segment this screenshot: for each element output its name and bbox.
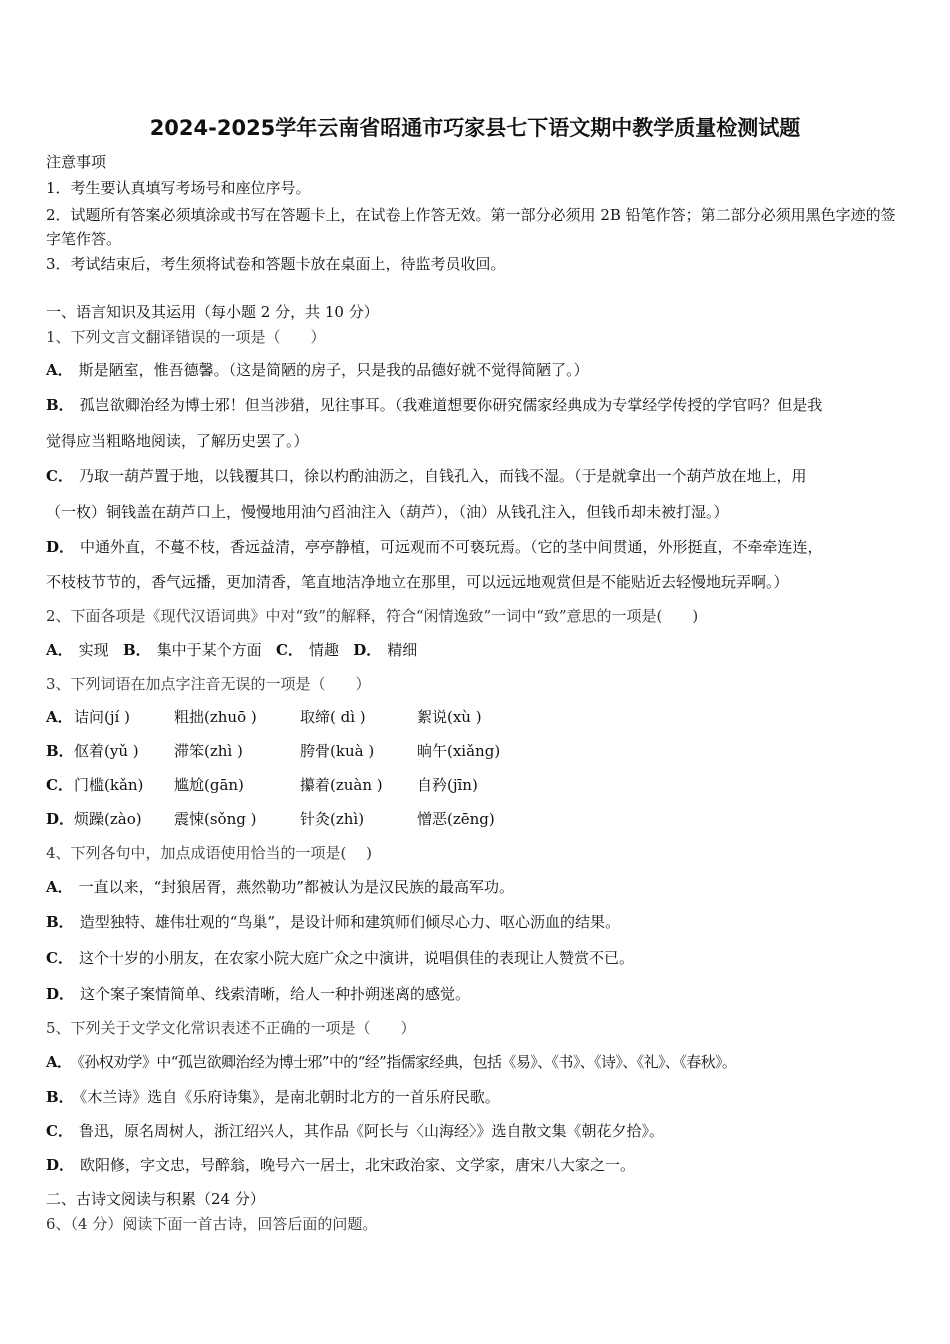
option-text: 乃取一葫芦置于地，以钱覆其口，徐以杓酌油沥之，自钱孔入，而钱不湿。（于是就拿出一个葫芦放在地上，用 (78, 467, 807, 485)
word-item: 震悚(sǒng ) (174, 810, 257, 828)
question-stem: 5、下列关于文学文化常识表述不正确的一项是（ ） (46, 1019, 416, 1037)
question-stem: 3、下列词语在加点字注音无误的一项是（ ） (46, 675, 371, 693)
option-c (46, 1121, 908, 1141)
question-stem: 6、（4 分）阅读下面一首古诗，回答后面的问题。 (46, 1215, 378, 1233)
option-row (46, 640, 908, 660)
word-item: 门槛(kǎn) (74, 776, 144, 794)
option-label: C． (46, 776, 73, 794)
notice-item: 1．考生要认真填写考场号和座位序号。 (46, 179, 311, 197)
option-label: C． (46, 467, 73, 485)
option-label: B． (46, 742, 74, 760)
word-item: 胯骨(kuà ) (300, 742, 375, 760)
question-stem: 1、下列文言文翻译错误的一项是（ ） (46, 328, 326, 346)
option-d (46, 1155, 908, 1175)
option-label: A． (46, 641, 73, 659)
option-c (46, 948, 908, 968)
word-item: 针灸(zhì) (300, 810, 365, 828)
question-stem: 4、下列各句中，加点成语使用恰当的一项是( ) (46, 844, 373, 862)
option-label: B． (46, 913, 74, 931)
word-item: 晌午(xiǎng) (417, 742, 501, 760)
option-d-cont: 不枝枝节节的，香气远播，更加清香，笔直地洁净地立在那里，可以远远地观赏但是不能贴近去轻慢地玩弄啊。） (46, 573, 789, 591)
option-text: 实现 (78, 641, 109, 659)
option-c (46, 466, 908, 486)
notice-item: 3．考试结束后，考生须将试卷和答题卡放在桌面上，待监考员收回。 (46, 255, 506, 273)
option-text: 这个案子案情简单、线索清晰，给人一种扑朔迷离的感觉。 (80, 985, 471, 1003)
notice-item: 2．试题所有答案必须填涂或书写在答题卡上，在试卷上作答无效。第一部分必须用 2B 铅笔作答；第二部分必须用黑色字迹的签字笔作答。 (46, 206, 896, 248)
option-label: B． (122, 641, 151, 659)
option-b (46, 395, 908, 415)
option-a (46, 877, 908, 897)
option-text: 孤岂欲卿治经为博士邪！但当涉猎，见往事耳。（我难道想要你研究儒家经典成为专掌经学传授的学官吗？但是我 (79, 396, 823, 414)
option-label: B． (46, 1088, 74, 1106)
option-c-cont: （一枚）铜钱盖在葫芦口上，慢慢地用油勺舀油注入（葫芦），（油）从钱孔注入，但钱币却未被打湿。） (46, 503, 729, 521)
option-text: 情趣 (308, 641, 339, 659)
option-text: 精细 (387, 641, 418, 659)
option-label: D． (46, 538, 75, 556)
option-label: C． (46, 1122, 73, 1140)
word-item: 烦躁(zào) (74, 810, 142, 828)
word-item: 取缔( dì ) (300, 708, 366, 726)
option-text: 造型独特、雄伟壮观的“鸟巢”，是设计师和建筑师们倾尽心力、呕心沥血的结果。 (79, 913, 621, 931)
word-item: 诘问(jí ) (74, 708, 130, 726)
word-item: 攥着(zuàn ) (300, 776, 383, 794)
option-b-cont: 觉得应当粗略地阅读，了解历史罢了。） (46, 432, 309, 450)
word-item: 粗拙(zhuō ) (174, 708, 257, 726)
option-label: D． (46, 1156, 75, 1174)
section-heading: 一、语言知识及其运用（每小题 2 分，共 10 分） (46, 303, 379, 321)
word-item: 尴尬(gān) (174, 776, 244, 794)
word-item: 伛着(yǔ ) (74, 742, 139, 760)
option-label: A． (46, 361, 73, 379)
option-label: D． (46, 810, 75, 828)
option-b (46, 1087, 908, 1107)
option-label: C． (275, 641, 303, 659)
word-item: 滞笨(zhì ) (174, 742, 243, 760)
option-label: A． (46, 878, 73, 896)
section-heading: 二、古诗文阅读与积累（24 分） (46, 1190, 265, 1208)
word-item: 絮说(xù ) (417, 708, 482, 726)
option-label: D． (46, 985, 75, 1003)
option-b (46, 912, 908, 932)
option-text: 鲁迅，原名周树人，浙江绍兴人，其作品《阿长与〈山海经〉》选自散文集《朝花夕拾》。 (78, 1122, 664, 1140)
option-label: C． (46, 949, 73, 967)
word-item: 憎恶(zēng) (417, 810, 495, 828)
option-label: A． (46, 708, 73, 726)
word-item: 自矜(jīn) (417, 776, 478, 794)
page-title: 2024-2025学年云南省昭通市巧家县七下语文期中教学质量检测试题 (149, 116, 801, 140)
option-label: B． (46, 396, 74, 414)
option-text: 这个十岁的小朋友，在农家小院大庭广众之中演讲，说唱俱佳的表现让人赞赏不已。 (78, 949, 634, 967)
option-text: 欧阳修，字文忠，号醉翁，晚号六一居士，北宋政治家、文学家，唐宋八大家之一。 (80, 1156, 636, 1174)
option-a (46, 360, 908, 380)
question-stem: 2、下面各项是《现代汉语词典》中对“致”的解释，符合“闲情逸致”一词中“致”意思的一项是( ) (46, 607, 699, 625)
option-text: 《木兰诗》选自《乐府诗集》，是南北朝时北方的一首乐府民歌。 (79, 1088, 500, 1106)
option-text: 《孙权劝学》中“孤岂欲卿治经为博士邪”中的“经”指儒家经典，包括《易》、《书》、《诗》、《礼》、《春秋》。 (77, 1053, 737, 1071)
option-text: 一直以来，“封狼居胥，燕然勒功”都被认为是汉民族的最高军功。 (78, 878, 514, 896)
option-d (46, 537, 908, 557)
option-text: 斯是陋室，惟吾德馨。（这是简陋的房子，只是我的品德好就不觉得简陋了。） (78, 361, 589, 379)
option-label: D． (353, 641, 382, 659)
notice-heading: 注意事项 (46, 153, 107, 171)
option-d (46, 984, 908, 1004)
option-text: 集中于某个方面 (156, 641, 262, 659)
option-text: 中通外直，不蔓不枝，香远益清，亭亭静植，可远观而不可亵玩焉。（它的茎中间贯通，外形挺直，不牵牵连连， (80, 538, 823, 556)
option-label: A． (46, 1053, 72, 1071)
option-a (46, 1052, 908, 1072)
